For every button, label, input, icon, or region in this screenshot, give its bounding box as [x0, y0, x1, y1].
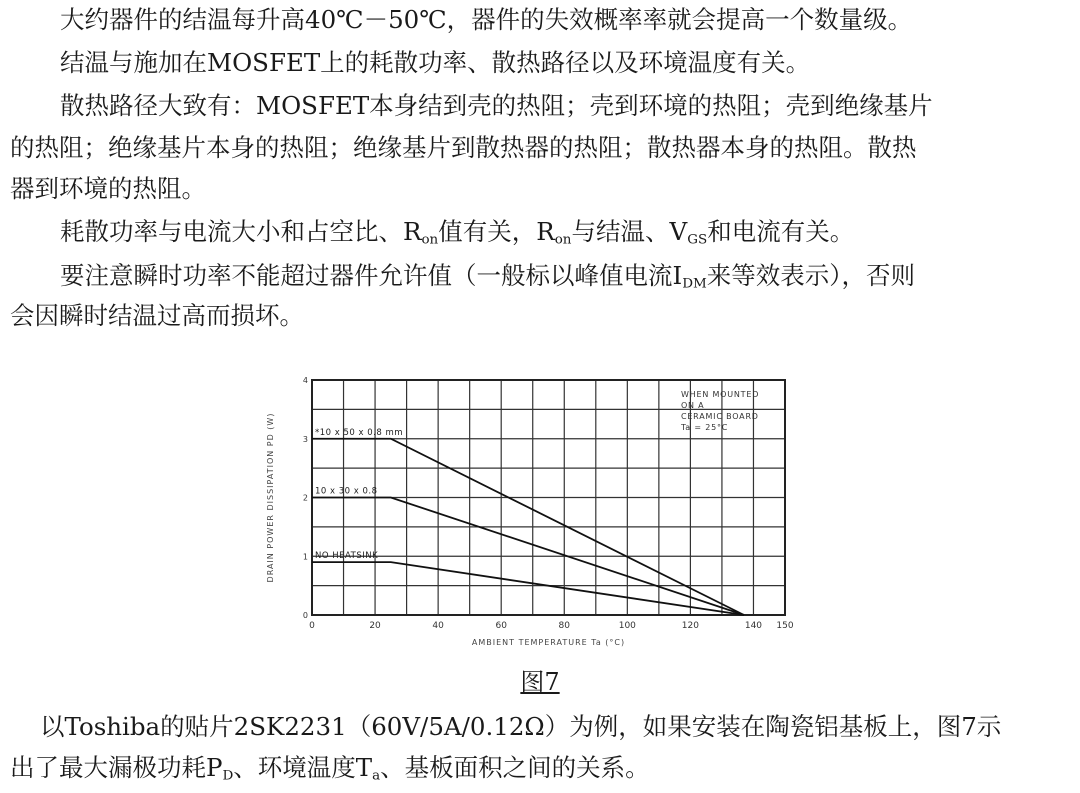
vgs-subscript: GS	[687, 231, 708, 248]
legend-note-line: ON A	[680, 401, 705, 410]
figure-7	[255, 368, 815, 668]
x-tick-label: 150	[776, 621, 794, 631]
y-tick-label: 2	[302, 493, 308, 503]
x-tick-label: 60	[495, 621, 507, 631]
p5-text-a: 要注意瞬时功率不能超过器件允许值（一般标以峰值电流I	[60, 261, 683, 290]
x-tick-label: 40	[432, 621, 444, 631]
idm-subscript: DM	[682, 275, 707, 292]
pd-subscript: D	[222, 767, 234, 784]
p4-text-a: 耗散功率与电流大小和占空比、R	[60, 217, 422, 246]
p6-text-a: 出了最大漏极功耗P	[10, 753, 223, 782]
x-tick-label: 100	[618, 621, 636, 631]
figure-caption-text: 图7	[520, 668, 560, 696]
series-line	[312, 562, 744, 615]
y-tick-label: 0	[302, 611, 308, 620]
x-tick-label: 140	[744, 621, 763, 631]
paragraph-6-line-1	[10, 709, 1070, 745]
y-tick-label: 1	[302, 552, 308, 562]
x-tick-label: 120	[681, 621, 699, 631]
p4-text-c: 与结温、V	[571, 217, 688, 246]
chart-series	[312, 428, 744, 615]
paragraph-3-line-3	[10, 171, 1070, 207]
series-label: NO HEATSINK	[315, 551, 379, 562]
y-tick-label: 3	[302, 434, 308, 444]
paragraph-2-text: 结温与施加在MOSFET上的耗散功率、散热路径以及环境温度有关。	[60, 48, 811, 77]
paragraph-3-line-2-text: 的热阻；绝缘基片本身的热阻；绝缘基片到散热器的热阻；散热器本身的热阻。散热	[10, 133, 917, 162]
ron-subscript-2: on	[554, 231, 572, 248]
paragraph-6-line-1-text: 以Toshiba的贴片2SK2231（60V/5A/0.12Ω）为例，如果安装在陶瓷铝基板上，图7示	[40, 712, 1002, 741]
paragraph-4	[10, 214, 1070, 257]
paragraph-5-line-1	[10, 258, 1070, 301]
x-axis-label: AMBIENT TEMPERATURE Ta (°C)	[471, 638, 626, 647]
paragraph-5-line-2	[10, 298, 1070, 334]
paragraph-2	[10, 45, 1070, 81]
power-derating-chart	[255, 368, 815, 668]
p6-text-c: 、基板面积之间的关系。	[380, 753, 650, 782]
figure-caption	[0, 662, 1080, 697]
series-label: 10 x 30 x 0.8	[315, 486, 378, 497]
legend-note-line: WHEN MOUNTED	[680, 390, 760, 399]
paragraph-3-line-1	[10, 88, 1070, 124]
x-tick-label: 80	[558, 621, 570, 631]
x-tick-label: 0	[309, 621, 315, 631]
p6-text-b: 、环境温度T	[233, 753, 373, 782]
paragraph-5-line-2-text: 会因瞬时结温过高而损坏。	[10, 301, 304, 330]
legend-note-line: CERAMIC BOARD	[680, 412, 759, 421]
series-label: *10 x 50 x 0.8 mm	[315, 427, 404, 438]
paragraph-1	[10, 2, 1070, 38]
paragraph-6-line-2	[10, 750, 1070, 793]
paragraph-3-line-3-text: 器到环境的热阻。	[10, 174, 206, 203]
paragraph-3-line-1-text: 散热路径大致有：MOSFET本身结到壳的热阻；壳到环境的热阻；壳到绝缘基片	[60, 91, 933, 120]
ta-subscript: a	[372, 767, 381, 784]
y-tick-label: 4	[302, 376, 308, 385]
p5-text-b: 来等效表示），否则	[706, 261, 916, 290]
paragraph-3-line-2	[10, 130, 1070, 166]
paragraph-1-text: 大约器件的结温每升高40℃－50℃，器件的失效概率率就会提高一个数量级。	[60, 5, 913, 34]
ron-subscript-1: on	[421, 231, 439, 248]
x-tick-label: 20	[369, 621, 381, 631]
y-axis-label: DRAIN POWER DISSIPATION PD (W)	[266, 412, 275, 583]
legend-note-line: Ta = 25°C	[680, 423, 729, 432]
p4-text-b: 值有关，R	[438, 217, 555, 246]
chart-legend-note	[680, 390, 759, 432]
p4-text-d: 和电流有关。	[707, 217, 855, 246]
